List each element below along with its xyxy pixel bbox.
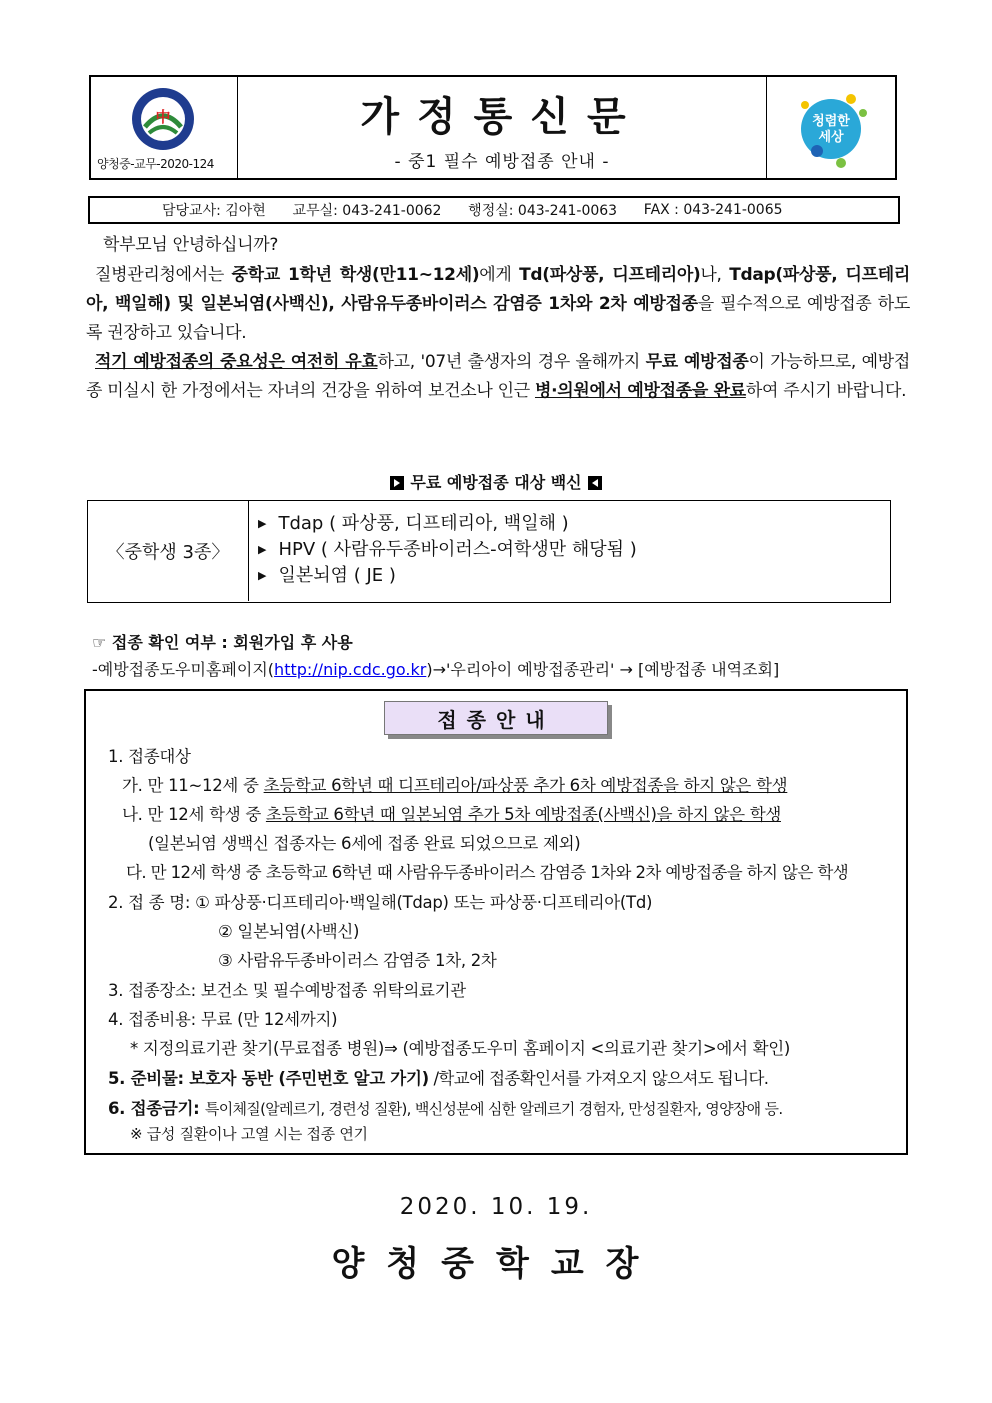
guide-section-4: 4. 접종비용: 무료 (만 12세까지)	[108, 1010, 338, 1029]
vaccine-item: ▶ Tdap ( 파상풍, 디프테리아, 백일해 )	[258, 513, 569, 534]
page-subtitle: - 중1 필수 예방접종 안내 -	[394, 152, 610, 172]
page-title: 가정통신문	[360, 93, 644, 140]
guide-section-4-note: * 지정의료기관 찾기(무료접종 병원)⇒ (예방접종도우미 홈페이지 <의료기관 찾기>에서 확인)	[130, 1039, 790, 1058]
integrity-logo-icon	[789, 87, 873, 169]
fax-contact: FAX : 043-241-0065	[643, 202, 783, 218]
check-label: ☞ 접종 확인 여부 : 회원가입 후 사용	[92, 633, 353, 652]
bullet-icon: ▶	[258, 569, 267, 582]
issue-date: 2020. 10. 19.	[399, 1194, 593, 1220]
guide-section-5: 5. 준비물: 보호자 동반 (주민번호 알고 가기) /학교에 접종확인서를 가져오지 않으셔도 됩니다.	[108, 1069, 769, 1088]
intro-paragraph-1: 질병관리청에서는 중학교 1학년 학생(만11~12세)에게 Td(파상풍, 디프테리아)나, Tdap(파상풍, 디프테리아, 백일해) 및 일본뇌염(사백신), 사람유두종바이러스 감염증 1차와 2차 예방접종을 필수적으로 예방접종 하도록 권장하고 있습니다.	[86, 265, 910, 343]
document-number: 양청중-교무-2020-124	[97, 157, 214, 171]
intro-paragraph-2: 적기 예방접종의 중요성은 여전히 유효하고, '07년 출생자의 경우 올해까지 무료 예방접종이 가능하므로, 예방접종 미실시 한 가정에서는 자녀의 건강을 위하여 보건소나 인근 병·의원에서 예방접종을 완료하여 주시기 바랍니다.	[86, 352, 910, 401]
guide-target-ga: 가. 만 11~12세 중 초등학교 6학년 때 디프테리아/파상풍 추가 6차 예방접종을 하지 않은 학생	[122, 776, 788, 795]
guide-section-6: 6. 접종금기: 특이체질(알레르기, 경련성 질환), 백신성분에 심한 알레르기 경험자, 만성질환자, 영양장애 등.	[108, 1099, 783, 1118]
guide-section-3: 3. 접종장소: 보건소 및 필수예방접종 위탁의료기관	[108, 981, 466, 1000]
guide-target-na-note: (일본뇌염 생백신 접종자는 6세에 접종 완료 되었으므로 제외)	[148, 834, 581, 853]
vaccine-table	[87, 500, 891, 603]
vaccine-heading: 무료 예방접종 대상 백신	[0, 470, 992, 493]
guide-section-1: 1. 접종대상	[108, 747, 191, 766]
principal-signature: 양청중학교장	[331, 1244, 661, 1284]
emblem-char: 中	[155, 108, 171, 126]
school-emblem-icon	[131, 87, 195, 151]
office-contact: 교무실: 043-241-0062	[292, 203, 442, 219]
contact-bar	[88, 196, 900, 224]
arrow-right-box-icon	[390, 476, 404, 490]
vaccine-item: ▶ HPV ( 사람유두종바이러스-여학생만 해당됨 )	[258, 539, 637, 560]
header-left-cell	[91, 77, 238, 178]
bullet-icon: ▶	[258, 517, 267, 530]
arrow-left-box-icon	[588, 476, 602, 490]
teacher-contact: 담당교사: 김아현	[162, 203, 266, 219]
svg-text:세상: 세상	[818, 130, 844, 145]
guide-target-da: 다. 만 12세 학생 중 초등학교 6학년 때 사람유두종바이러스 감염증 1차와 2차 예방접종을 하지 않은 학생	[126, 863, 849, 882]
header-box	[89, 75, 897, 180]
guide-target-na: 나. 만 12세 학생 중 초등학교 6학년 때 일본뇌염 추가 5차 예방접종(사백신)을 하지 않은 학생	[122, 805, 781, 824]
guide-section-6-note: ※ 급성 질환이나 고열 시는 접종 연기	[130, 1125, 368, 1143]
bullet-icon: ▶	[258, 543, 267, 556]
header-right-cell	[766, 77, 895, 178]
greeting: 학부모님 안녕하십니까?	[103, 235, 279, 255]
vaccine-list	[258, 511, 637, 589]
nip-link[interactable]: http://nip.cdc.go.kr	[274, 660, 427, 679]
admin-contact: 행정실: 043-241-0063	[468, 203, 618, 219]
vaccine-item: ▶ 일본뇌염 ( JE )	[258, 565, 396, 586]
guide-title: 접종안내	[384, 701, 608, 735]
guide-section-2-item-3: ③ 사람유두종바이러스 감염증 1차, 2차	[218, 951, 497, 970]
svg-text:청렴한: 청렴한	[812, 114, 850, 129]
nip-instructions: -예방접종도우미홈페이지(http://nip.cdc.go.kr)→'우리아이 예방접종관리' → [예방접종 내역조회]	[92, 660, 780, 679]
guide-section-2-item-2: ② 일본뇌염(사백신)	[218, 922, 360, 941]
vaccine-group-label: 〈중학생 3종〉	[88, 501, 249, 601]
guide-section-2: 2. 접 종 명: ① 파상풍·디프테리아·백일해(Tdap) 또는 파상풍·디프테리아(Td)	[108, 893, 653, 912]
guide-box	[84, 689, 908, 1155]
